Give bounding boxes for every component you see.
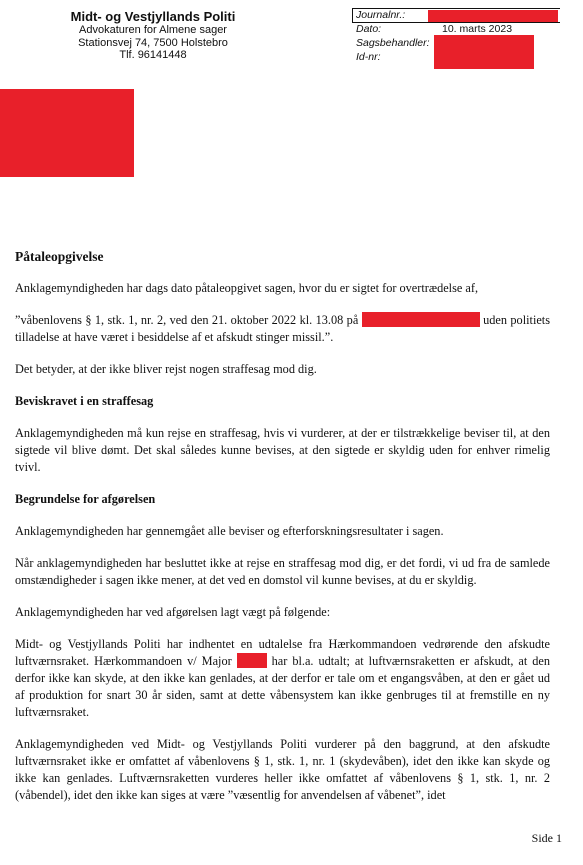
- phone-number: Tlf. 96141448: [119, 49, 187, 61]
- charge-paragraph: [15, 312, 550, 346]
- journal-label: Journalnr.:: [356, 9, 406, 21]
- decision-paragraph: Når anklagemyndigheden har besluttet ikke at rejse en straffesag mod dig, er det fordi, vi ud fra de samlede omstændigheder i sagen ikke mener, at det ved en domstol vil kunne bevises, at du er skyldig.: [15, 556, 550, 587]
- statement-text-start: Midt- og Vestjyllands Politi har indhentet en udtalelse fra Hærkommandoen vedrørende den afskudte luftværnsraket. Hærkommandoen v/ Major: [15, 637, 550, 668]
- charge-text-end: uden politiets tilladelse at have været i besiddelse af et afskudt stinger missil.”.: [15, 313, 551, 344]
- location-redaction: [362, 312, 480, 327]
- journal-number-redaction: [428, 10, 558, 22]
- case-info-box: [350, 8, 562, 68]
- reason-heading: Begrundelse for afgørelsen: [15, 492, 156, 506]
- date-value: 10. marts 2023: [442, 23, 513, 35]
- box-left-border: [352, 8, 353, 22]
- organization-name: Midt- og Vestjyllands Politi: [70, 9, 236, 24]
- address: Stationsvej 74, 7500 Holstebro: [78, 36, 228, 49]
- id-label: Id-nr:: [356, 51, 381, 63]
- reason-paragraph: Anklagemyndigheden har gennemgået alle beviser og efterforskningsresultater i sagen.: [15, 524, 444, 538]
- meaning-paragraph: Det betyder, at der ikke bliver rejst nogen straffesag mod dig.: [15, 362, 317, 376]
- recipient-address-redaction: [0, 89, 134, 177]
- major-name-redaction: [237, 653, 267, 668]
- case-handler-label: Sagsbehandler:: [356, 37, 430, 49]
- department-name: Advokaturen for Almene sager: [79, 24, 227, 36]
- letterhead: [48, 9, 258, 62]
- case-handler-redaction: [434, 35, 534, 69]
- page-number: Side 1: [531, 831, 562, 845]
- document-title: Påtaleopgivelse: [15, 249, 104, 264]
- statement-text-end: har bl.a. udtalt; at luftværnsraketten er afskudt, at den derfor ikke kan skyde, at den ikke kan genlades, at der derfor er tale om et engangsvåben, at den er gået ud af produktion for snart 30 år siden, samt at dette våbensystem kan ikke genbruges til at fremstille en ny luftværnsraket.: [15, 654, 551, 719]
- weight-paragraph: Anklagemyndigheden har ved afgørelsen lagt vægt på følgende:: [15, 605, 331, 619]
- charge-text-start: ”våbenlovens § 1, stk. 1, nr. 2, ved den 21. oktober 2022 kl. 13.08 på: [15, 313, 359, 327]
- date-label: Dato:: [356, 23, 382, 35]
- evidence-heading: Beviskravet i en straffesag: [15, 394, 154, 408]
- assessment-paragraph: Anklagemyndigheden ved Midt- og Vestjyllands Politi vurderer på den baggrund, at den afskudte luftværnsraket ikke er omfattet af våbenlovens § 1, stk. 1, nr. 1 (skydevåben), idet den ikke kan skyde og ikke kan genlades. Luftværnsraketten vurderes heller ikke omfattet af våbenlovens § 1, stk. 1, nr. 2 (våbendel), idet den ikke kan siges at være ”væsentlig for anvendelsen af våbenet”, idet: [15, 737, 550, 802]
- evidence-paragraph: Anklagemyndigheden må kun rejse en straffesag, hvis vi vurderer, at der er tilstrækkelige beviser til, at den sigtede vil blive dømt. Det skal således kunne bevises, at den sigtede er skyldig uden for enhver rimelig tvivl.: [15, 426, 550, 474]
- intro-paragraph: Anklagemyndigheden har dags dato påtaleopgivet sagen, hvor du er sigtet for overtrædelse af,: [15, 281, 479, 295]
- letter-body: [15, 248, 550, 819]
- statement-paragraph: [15, 636, 550, 721]
